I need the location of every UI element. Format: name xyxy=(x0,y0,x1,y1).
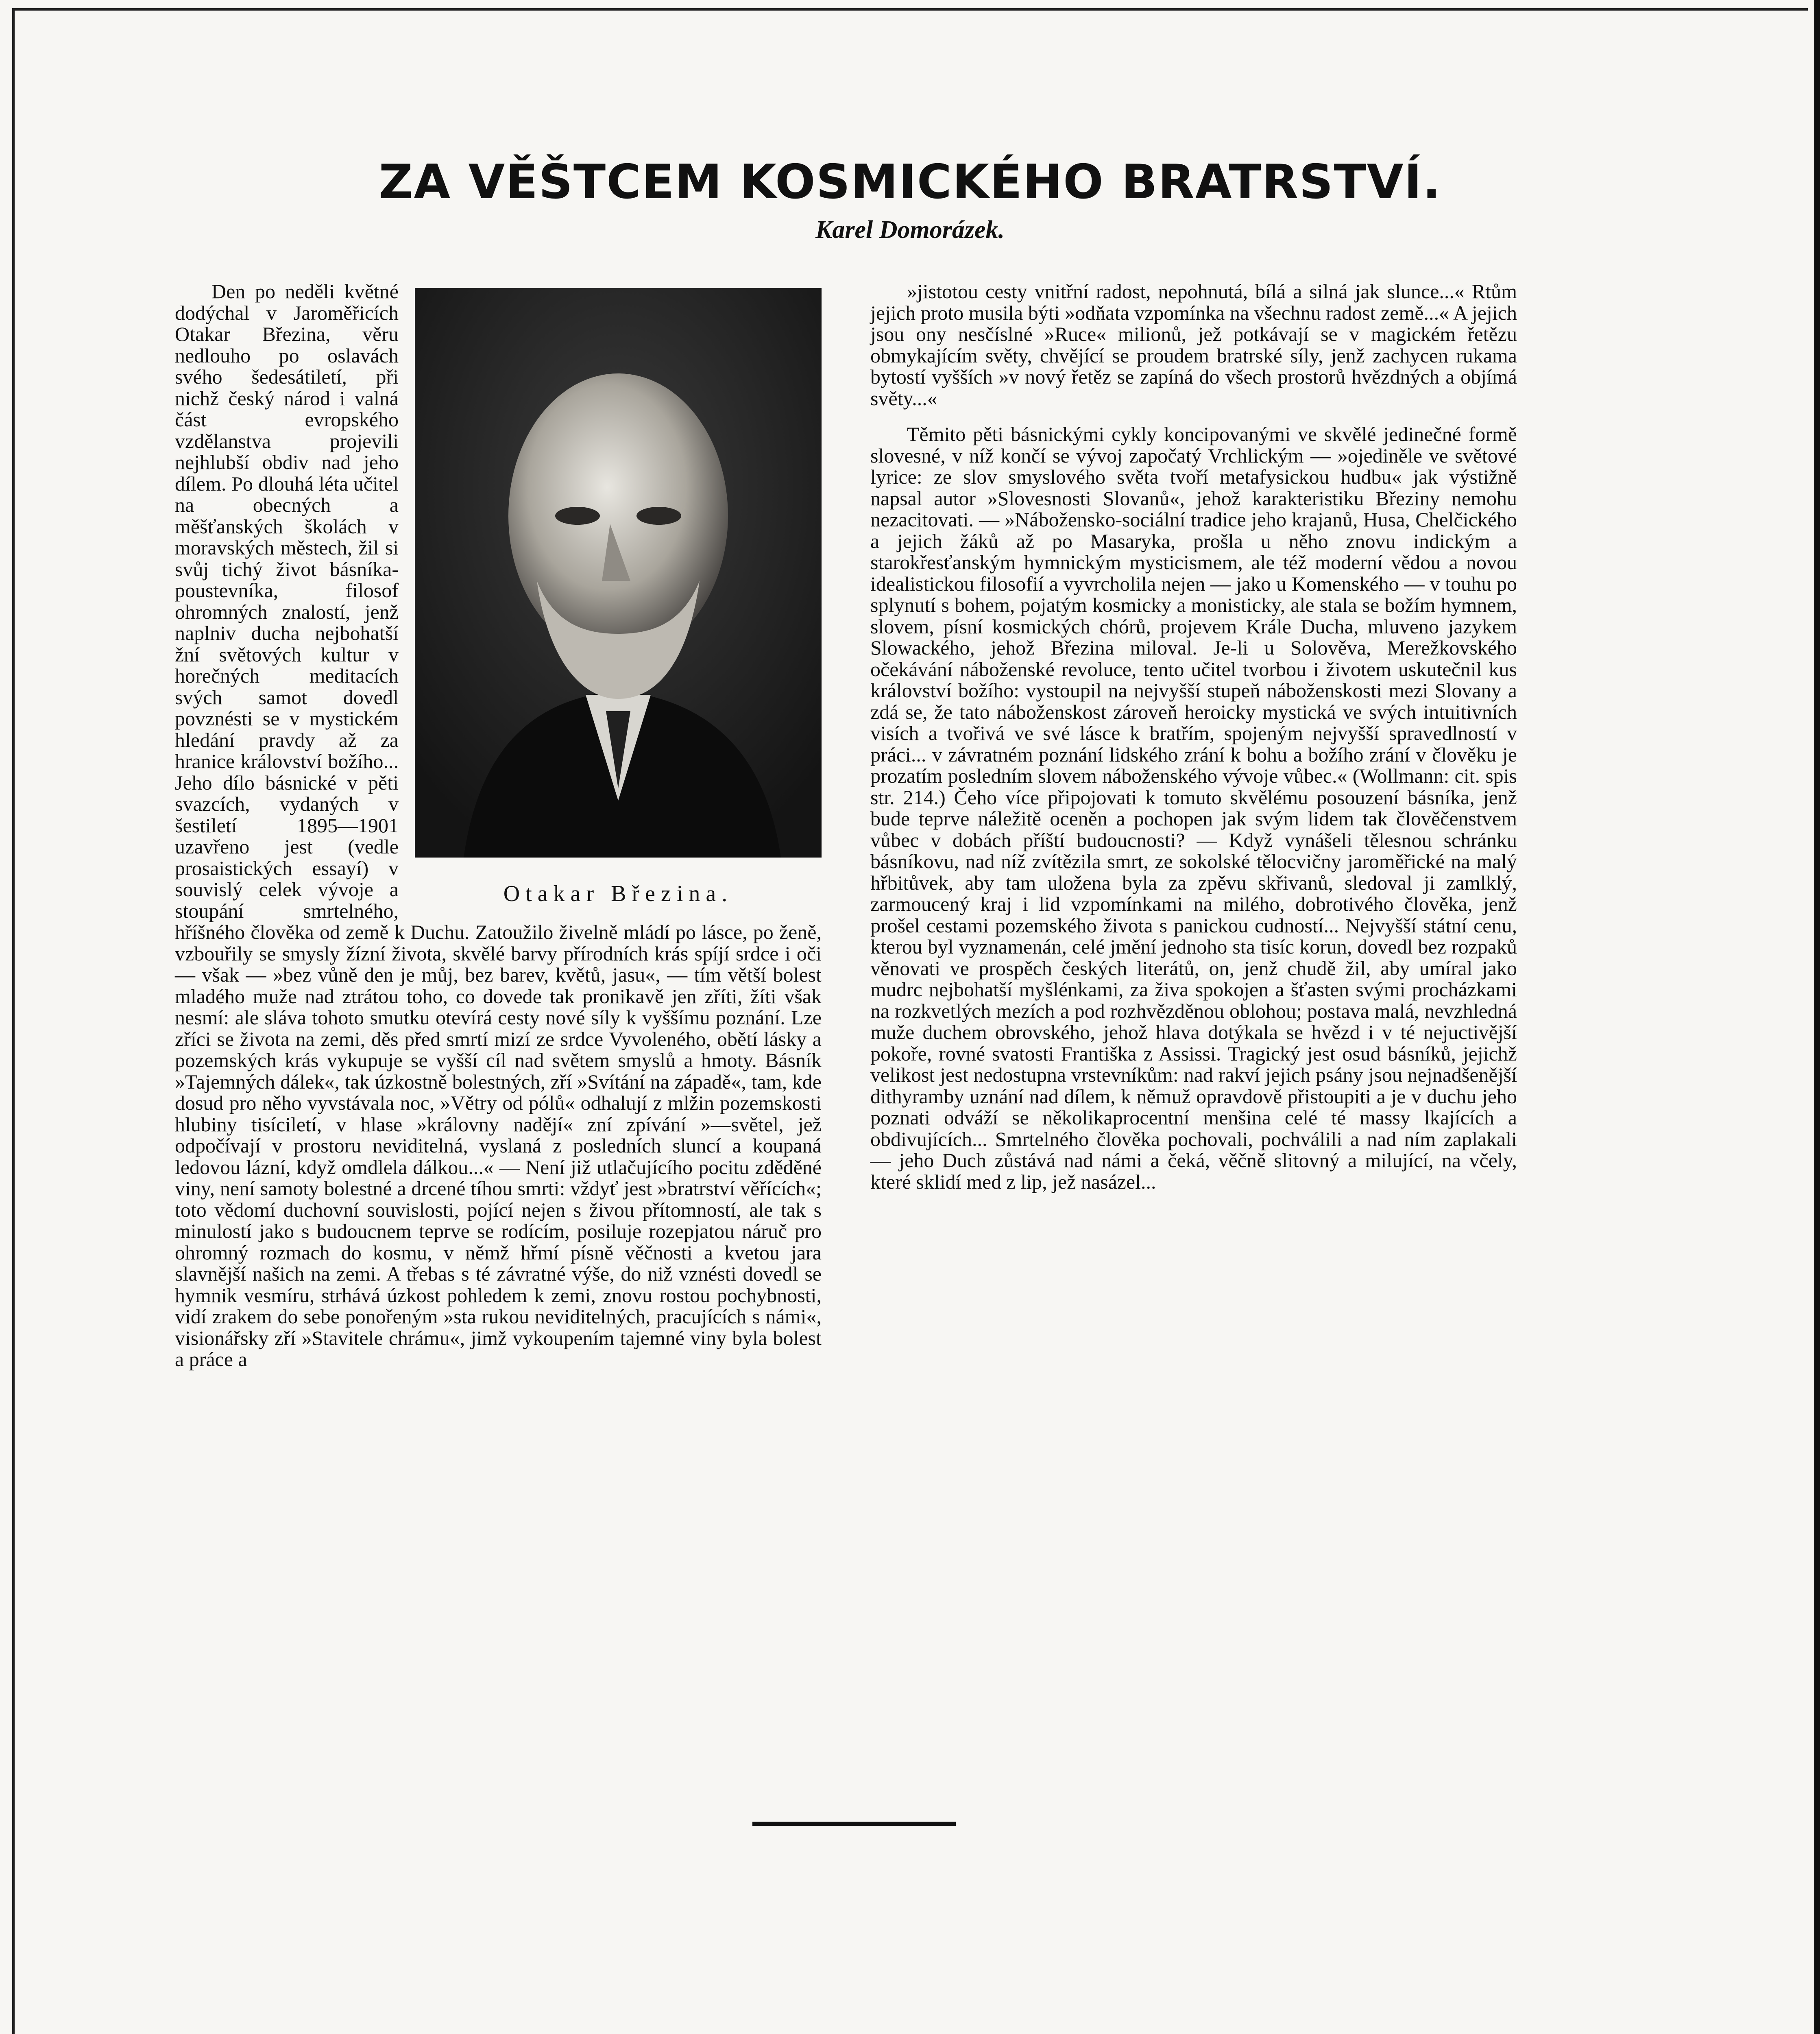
article-author: Karel Domorázek. xyxy=(815,216,1005,244)
scan-edge xyxy=(1814,0,1820,2034)
left-column xyxy=(175,281,822,1385)
paragraph: Těmito pěti básnickými cykly koncipovanými ve skvělé jedinečné formě slovesné, v níž končí se vývoj započatý Vrchlickým — »ojediněle ve světové lyrice: ze slov smyslového světa tvoří metafysickou hudbu« jak výstižně napsal autor »Slovesnosti Slovanů«, jehož karakteristiku Březiny nemohu nezacitovati. — »Nábožensko-sociální tradice jeho krajanů, Husa, Chelčického a jejich žáků až po Masaryka, prošla u něho znovu indickým a starokřesťanským hymnickým mysticismem, ale též moderní vědou a novou idealistickou filosofií a vyvrcholila nejen — jako u Komenského — v touhu po splynutí s bohem, pojatým kosmicky a monisticky, ale stala se božím hymnem, slovem, písní kosmických chórů, projevem Krále Ducha, mluveno jazykem Slowackého, jehož Březina miloval. Je-li u Solověva, Merežkovského očekávání náboženské revoluce, tento učitel tvorbou i životem uskutečnil kus království božího: vystoupil na nejvyšší stupeň náboženskosti mezi Slovany a zdá se, že tato náboženskost zároveň heroicky mystická ve svých intuitivních visích a tvořivá ve své lásce k bratřím, spojeným nejvyšší spravedlností v práci... v závratném poznání lidského zrání k bohu a božího zrání v člověku je prozatím posledním slovem náboženského vývoje vůbec.« (Wollmann: cit. spis str. 214.) Čeho více připojovati k tomuto skvělému posouzení básníka, jenž bude teprve náležitě oceněn a pochopen jak svým lidem tak člověčenstvem vůbec v dobách příští budoucnosti? — Když vynášeli tělesnou schránku básníkovu, nad níž zvítězila smrt, ze sokolské tělocvičny jaroměřické na malý hřbitůvek, aby tam uložena byla za zpěvu skřivanů, sledoval ji zamlklý, zarmoucený kraj i lid vzpomínkami na milého, dobrotivého člověka, jenž prošel cestami pozemského života s panickou cudností... Nejvyšší státní cenu, kterou byl vyznamenán, celé jmění jednoho sta tisíc korun, dovedl bez rozpaků věnovati ve prospěch českých literátů, on, jenž chudě žil, aby umíral jako mudrc nejbohatší myšlénkami, za živa spokojen a šťasten svými procházkami na rozkvetlých mezích a pod rozhvězděnou oblohou; postava malá, nevzhledná muže duchem obrovského, jehož hlava dotýkala se hvězd i v té nejuctivější pokoře, rovné svatosti Františka z Assissi. Tragický jest osud básníků, jejichž velikost jest nedostupna vrstevníkům: nad rakví jejich psány jsou nejnadšenější dithyramby uznání nad dílem, k němuž opravdově přistoupiti a je v duchu jeho poznati odváží se několikaprocentní menšina celé té massy lkajících a obdivujících... Smrtelného člověka pochovali, pochválili a nad ním zaplakali — jeho Duch zůstává nad námi a čeká, věčně slitovný a milující, na včely, které sklidí med z lip, jež nasázel... xyxy=(870,423,1517,1193)
right-column xyxy=(870,281,1517,1207)
article-title: ZA VĚŠTCEM KOSMICKÉHO BRATRSTVÍ. xyxy=(379,155,1441,210)
portrait-figure xyxy=(415,288,822,906)
paragraph: »jistotou cesty vnitřní radost, nepohnutá, bílá a silná jak slunce...« Rtům jejich proto musila býti »odňata vzpomínka na všechnu radost země...« A jejich jsou ony nesčíslné »Ruce« milionů, jež potkávají se v magickém řetězu obmykajícím světy, chvějící se proudem bratrské síly, jenž zachycen rukama bytostí vyšších »v nový řetěz se zapíná do všech prostorů hvězdných a objímá světy...« xyxy=(870,280,1517,410)
paragraph: Den po neděli květné dodýchal v Jaroměřicích Otakar Březina, věru nedlouho po oslavách svého šedesátiletí, při nichž český národ i valná část evropského vzdělanstva projevili nejhlubší obdiv nad jeho dílem. Po dlouhá léta učitel na obecných a měšťanských školách v moravských městech, žil si svůj tichý život básníka-poustevníka, filosof ohromných znalostí, jenž naplniv ducha nejbohatší žní světových kultur v horečných meditacích svých samot dovedl povznésti se v mystickém hledání pravdy až za hranice království božího... Jeho dílo básnické v pěti svazcích, vydaných v šestiletí 1895—1901 uzavřeno jest (vedle prosaistických essayí) v souvislý celek vývoje a stoupání smrtelného, hříšného člověka od země k Duchu. Zatoužilo živelně mládí po lásce, po ženě, vzbouřily se smysly žízní života, skvělé barvy přírodních krás spíjí srdce i oči — však — »bez vůně den je můj, bez barev, květů, jasu«, — tím větší bolest mladého muže nad ztrátou toho, co dovede tak pronikavě jen zříti, žíti však nesmí: ale sláva tohoto smutku otevírá cesty nové síly k vyššímu poznání. Lze zříci se života na zemi, děs před smrtí mizí ze srdce Vyvoleného, obětí lásky a pozemských krás vykupuje se vyšší cíl nad světem smyslů a hmoty. Básník »Tajemných dálek«, tak úzkostně bolestných, zří »Svítání na západě«, tam, kde dosud pro něho vyvstávala noc, »Větry od pólů« odhalují z mlžin pozemskosti hlubiny tisíciletí, v hlase »královny nadějí« zní zpívání »—světel, jež odpočívají v prostoru neviditelná, vyslaná z posledních sluncí a koupaná ledovou lázní, když omdlela dálkou...« — Není již utlačujícího pocitu zděděné viny, není samoty bolestné a drcené tíhou smrti: vždyť jest »bratrství věřících«; toto vědomí duchovní souvislosti, pojící nejen s živou přítomností, ale tak s minulostí jako s budoucnem teprve se rodícím, posiluje rozepjatou náruč pro ohromný rozmach do kosmu, v němž hřmí písně věčnosti a kvetou jara slavnější našich na zemi. A třebas s té závratné výše, do niž vznésti dovedl se hymnik vesmíru, strhává úzkost pohledem k zemi, znovu rostou pochybnosti, vidí zrakem do sebe ponořeným »sta rukou neviditelných, pracujících s námi«, visionářsky zří »Stavitele chrámu«, jimž vykoupením tajemné viny byla bolest a práce a xyxy=(175,280,822,1371)
end-divider xyxy=(752,1822,956,1826)
portrait-caption: Otakar Březina. xyxy=(503,881,733,906)
portrait-photo xyxy=(415,288,822,858)
